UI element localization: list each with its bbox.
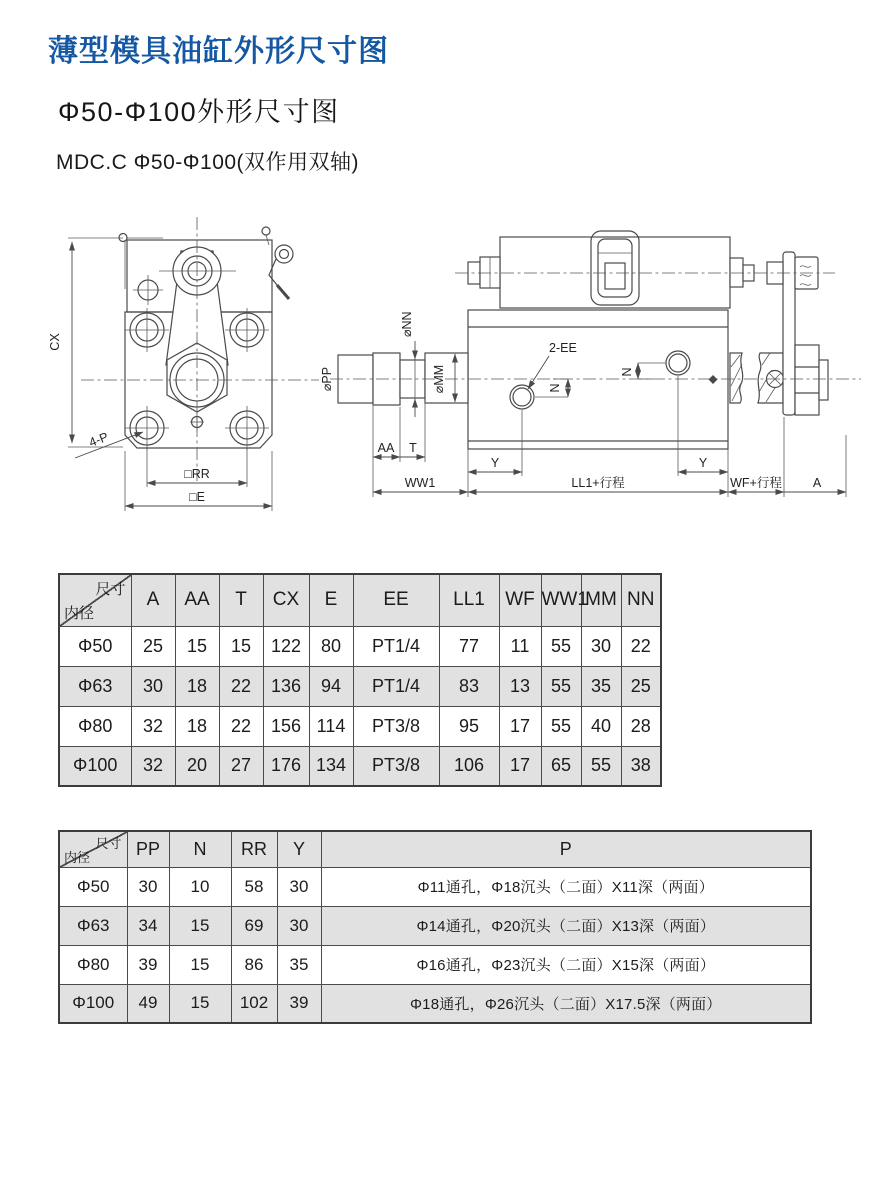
dim-label-4p: 4-P [87,429,111,450]
bolt-hole [125,308,169,352]
cell: 28 [621,706,661,746]
col-header: P [321,831,811,867]
col-header: N [169,831,231,867]
cell: 49 [127,984,169,1023]
cell: 20 [175,746,219,786]
cell: 114 [309,706,353,746]
col-header: PP [127,831,169,867]
cell: 15 [219,626,263,666]
table-header-row [59,831,811,867]
cell: 18 [175,706,219,746]
table-row [59,984,811,1023]
table-row [59,706,661,746]
cell: 35 [277,945,321,984]
cell: PT3/8 [353,746,439,786]
cell: 32 [131,746,175,786]
col-header: E [309,574,353,626]
dim-label-a: A [812,476,822,490]
dim-label-t: T [409,441,417,455]
cell: 94 [309,666,353,706]
small-port-hole [133,275,163,305]
dim-label-ww1: WW1 [404,476,436,490]
corner-label-size: 尺寸 [95,836,122,851]
dim-label-pp: ⌀PP [320,366,334,392]
center-marker [709,375,718,384]
col-header: Y [277,831,321,867]
col-header: NN [621,574,661,626]
cell: 65 [541,746,581,786]
cell: 39 [127,945,169,984]
cell: 30 [127,867,169,906]
cell: 77 [439,626,499,666]
cell: PT3/8 [353,706,439,746]
dim-label-cx: CX [48,333,62,351]
bar-bolt-right [730,258,754,287]
table-row [59,746,661,786]
cell: 25 [131,626,175,666]
cell: 11 [499,626,541,666]
technical-drawing [35,195,865,525]
cell: 80 [309,626,353,666]
cell: 15 [175,626,219,666]
dim-cx [48,238,123,447]
cell: 69 [231,906,277,945]
cell: 17 [499,706,541,746]
bore-label: Φ80 [59,945,127,984]
table-header-row [59,574,661,626]
cell: 55 [541,666,581,706]
cell: 58 [231,867,277,906]
dim-label-nn: ⌀NN [400,311,414,337]
port-left [510,385,534,409]
col-header: WW1 [541,574,581,626]
cell: 13 [499,666,541,706]
dim-label-e: □E [189,490,205,504]
dim-label-y-left: Y [490,456,500,470]
cell: 136 [263,666,309,706]
bar-bolt-left [468,257,500,288]
cell: 15 [169,906,231,945]
page-subtitle: Φ50-Φ100外形尺寸图 [58,97,340,127]
cell: 176 [263,746,309,786]
cell: 32 [131,706,175,746]
cell: 22 [219,706,263,746]
cell: 39 [277,984,321,1023]
cell: 38 [621,746,661,786]
cell: PT1/4 [353,666,439,706]
piston-rod-right [730,353,784,403]
dim-y-left [468,410,522,476]
cell: 35 [581,666,621,706]
cell: 55 [541,626,581,666]
dim-label-aa: AA [377,441,395,455]
dim-label-rr: □RR [184,467,210,481]
clevis-plate [783,252,795,415]
table-row [59,666,661,706]
dimension-table-holes [58,830,812,1024]
table-row [59,867,811,906]
cell: 30 [581,626,621,666]
bore-label: Φ50 [59,626,131,666]
col-header: LL1 [439,574,499,626]
table-row [59,945,811,984]
cell: 55 [541,706,581,746]
table-row [59,906,811,945]
col-header: EE [353,574,439,626]
cell: 15 [169,984,231,1023]
retaining-pin [118,234,163,290]
front-view [48,217,319,511]
dim-2ee [528,341,577,389]
cell: 40 [581,706,621,746]
cell-p-spec: Φ14通孔，Φ20沉头（二面）X13深（两面） [321,906,811,945]
dim-label-mm: ⌀MM [432,364,446,394]
bolt-hole [225,406,269,450]
bolt-hole [225,308,269,352]
cell: 17 [499,746,541,786]
bore-label: Φ80 [59,706,131,746]
cell: 15 [169,945,231,984]
col-header: A [131,574,175,626]
dim-y-right [678,376,728,476]
col-header: WF [499,574,541,626]
dim-label-n-right: N [620,367,634,377]
bore-label: Φ63 [59,906,127,945]
bore-label: Φ100 [59,746,131,786]
dim-n-right [620,363,666,379]
corner-cell [59,831,127,867]
cell-p-spec: Φ11通孔，Φ18沉头（二面）X11深（两面） [321,867,811,906]
cell: 22 [621,626,661,666]
dimension-table-main [58,573,662,787]
cell: 95 [439,706,499,746]
dim-label-n-left: N [548,383,562,393]
table-row [59,626,661,666]
cell: 55 [581,746,621,786]
dim-label-wf: WF+行程 [730,476,782,490]
col-header: AA [175,574,219,626]
cell: 83 [439,666,499,706]
port-right [666,351,690,375]
corner-label-bore: 内径 [64,604,95,622]
cell: 34 [127,906,169,945]
cell-p-spec: Φ18通孔，Φ26沉头（二面）X17.5深（两面） [321,984,811,1023]
cell: PT1/4 [353,626,439,666]
side-view [320,231,861,497]
safety-clip [262,227,293,299]
cell: 102 [231,984,277,1023]
corner-label-size: 尺寸 [95,581,126,598]
dim-n-left [535,379,568,397]
latch [591,231,639,305]
col-header: T [219,574,263,626]
cell: 27 [219,746,263,786]
bore-label: Φ50 [59,867,127,906]
cell: 18 [175,666,219,706]
page-title: 薄型模具油缸外形尺寸图 [48,35,389,68]
cell: 30 [131,666,175,706]
cell: 106 [439,746,499,786]
cell: 86 [231,945,277,984]
cell: 134 [309,746,353,786]
model-designation: MDC.C Φ50-Φ100(双作用双轴) [56,151,360,174]
cell: 30 [277,867,321,906]
cell: 10 [169,867,231,906]
cell-p-spec: Φ16通孔，Φ23沉头（二面）X15深（两面） [321,945,811,984]
col-header: CX [263,574,309,626]
cell: 25 [621,666,661,706]
cell: 22 [219,666,263,706]
bore-label: Φ63 [59,666,131,706]
dim-label-y-right: Y [698,456,708,470]
rod-nut [795,345,828,415]
cell: 30 [277,906,321,945]
bolt-hole [125,406,169,450]
dim-label-ll1: LL1+行程 [571,476,625,490]
dim-label-2ee: 2-EE [549,341,577,355]
cell: 122 [263,626,309,666]
col-header: MM [581,574,621,626]
dim-bottom-row [373,417,846,497]
cylinder-body [468,310,728,449]
bore-label: Φ100 [59,984,127,1023]
corner-cell [59,574,131,626]
col-header: RR [231,831,277,867]
corner-label-bore: 内径 [64,849,91,865]
cell: 156 [263,706,309,746]
